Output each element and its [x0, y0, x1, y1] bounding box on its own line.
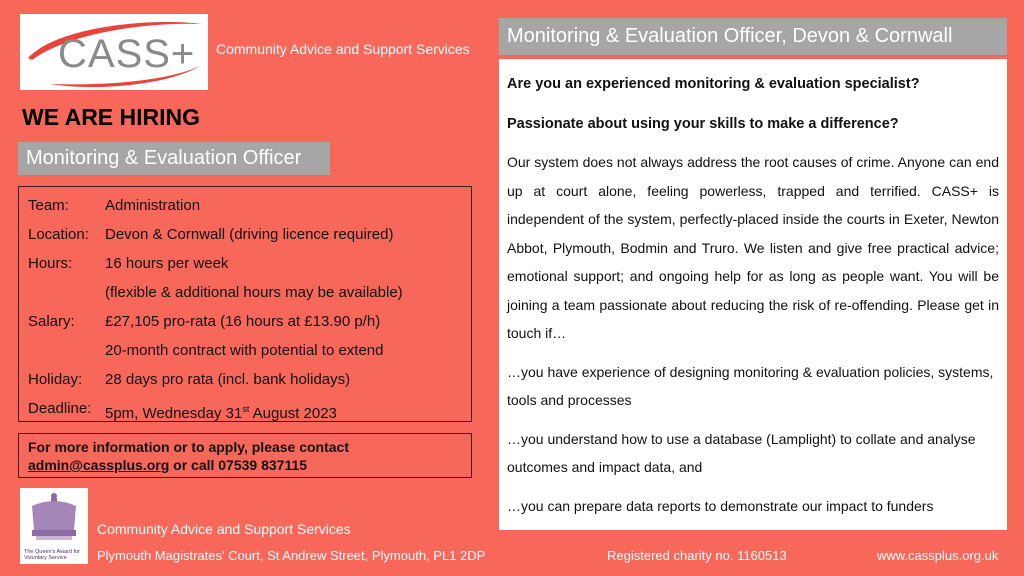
- org-name-top: Community Advice and Support Services: [216, 41, 470, 57]
- detail-row-deadline: [19, 398, 471, 427]
- logo-text: CASS+: [58, 32, 196, 76]
- detail-label: [19, 340, 105, 369]
- phone-text: or call 07539 837115: [169, 457, 308, 473]
- cass-logo: [20, 14, 208, 90]
- deadline-date: 5pm, Wednesday 31: [105, 405, 243, 422]
- detail-value: 16 hours per week: [105, 255, 229, 272]
- requirement-item: …you can prepare data reports to demonstrate our impact to funders: [507, 497, 934, 514]
- detail-row-contract: [19, 340, 471, 369]
- crown-icon: [20, 488, 88, 548]
- requirement-item: …you have experience of designing monitoring & evaluation policies, systems, tools and processes: [507, 363, 994, 408]
- detail-label: Hours:: [28, 255, 73, 272]
- badge-text: The Queen's Award for Voluntary Service: [24, 549, 80, 561]
- detail-label: Deadline:: [28, 400, 92, 417]
- job-header-banner: Monitoring & Evaluation Officer, Devon & Cornwall: [499, 18, 1007, 55]
- detail-row-team: [19, 195, 471, 224]
- detail-row-salary: [19, 311, 471, 340]
- detail-label: Team:: [28, 197, 69, 214]
- detail-row-hours: [19, 253, 471, 282]
- org-name-bottom: Community Advice and Support Services: [97, 521, 351, 537]
- detail-value: 28 days pro rata (incl. bank holidays): [105, 371, 351, 388]
- job-details-box: [18, 186, 472, 422]
- detail-value: (flexible & additional hours may be available): [105, 284, 403, 301]
- intro-paragraph: Our system does not always address the root causes of crime. Anyone can end up at court alone, feeling powerless, trapped and terrified. CASS+ is independent of the system, perfectly-placed inside the courts in Exeter, Newton Abbot, Plymouth, Bodmin and Truro. We listen and give free practical advice; emotional support; and ongoing help for as long as people want. You will be joining a team passionate about reducing the risk of re-offending. Please get in touch if…: [507, 154, 999, 341]
- job-description-panel: [499, 59, 1007, 530]
- detail-value: [105, 398, 471, 427]
- address-text: Plymouth Magistrates' Court, St Andrew Street, Plymouth, PL1 2DP: [97, 548, 486, 563]
- queens-award-badge: [20, 488, 88, 564]
- deadline-suffix: st: [242, 404, 250, 414]
- contact-line: For more information or to apply, please contact: [28, 439, 350, 455]
- charity-number: Registered charity no. 1160513: [607, 548, 787, 563]
- detail-row-hours-note: [19, 282, 471, 311]
- detail-value: Devon & Cornwall (driving licence required): [105, 226, 394, 243]
- contact-line-2: [28, 456, 462, 474]
- detail-label: Location:: [28, 226, 89, 243]
- detail-row-holiday: [19, 369, 471, 398]
- detail-value: Administration: [105, 197, 201, 214]
- question-passionate: Passionate about using your skills to make a difference?: [507, 115, 899, 132]
- hiring-heading: WE ARE HIRING: [22, 104, 201, 130]
- contact-box: [18, 433, 472, 478]
- detail-row-location: [19, 224, 471, 253]
- email-link[interactable]: admin@cassplus.org: [28, 457, 170, 473]
- detail-label: Salary:: [28, 313, 75, 330]
- detail-value: £27,105 pro-rata (16 hours at £13.90 p/h): [105, 313, 381, 330]
- question-experience: Are you an experienced monitoring & evaluation specialist?: [507, 76, 920, 92]
- deadline-month: August 2023: [249, 405, 337, 422]
- detail-value: 20-month contract with potential to extend: [105, 342, 384, 359]
- website-link[interactable]: www.cassplus.org.uk: [877, 548, 999, 563]
- detail-label: [19, 282, 105, 311]
- requirement-item: …you understand how to use a database (Lamplight) to collate and analyse outcomes and impact data, and: [507, 430, 976, 475]
- role-title-banner: Monitoring & Evaluation Officer: [18, 142, 330, 175]
- detail-label: Holiday:: [28, 371, 83, 388]
